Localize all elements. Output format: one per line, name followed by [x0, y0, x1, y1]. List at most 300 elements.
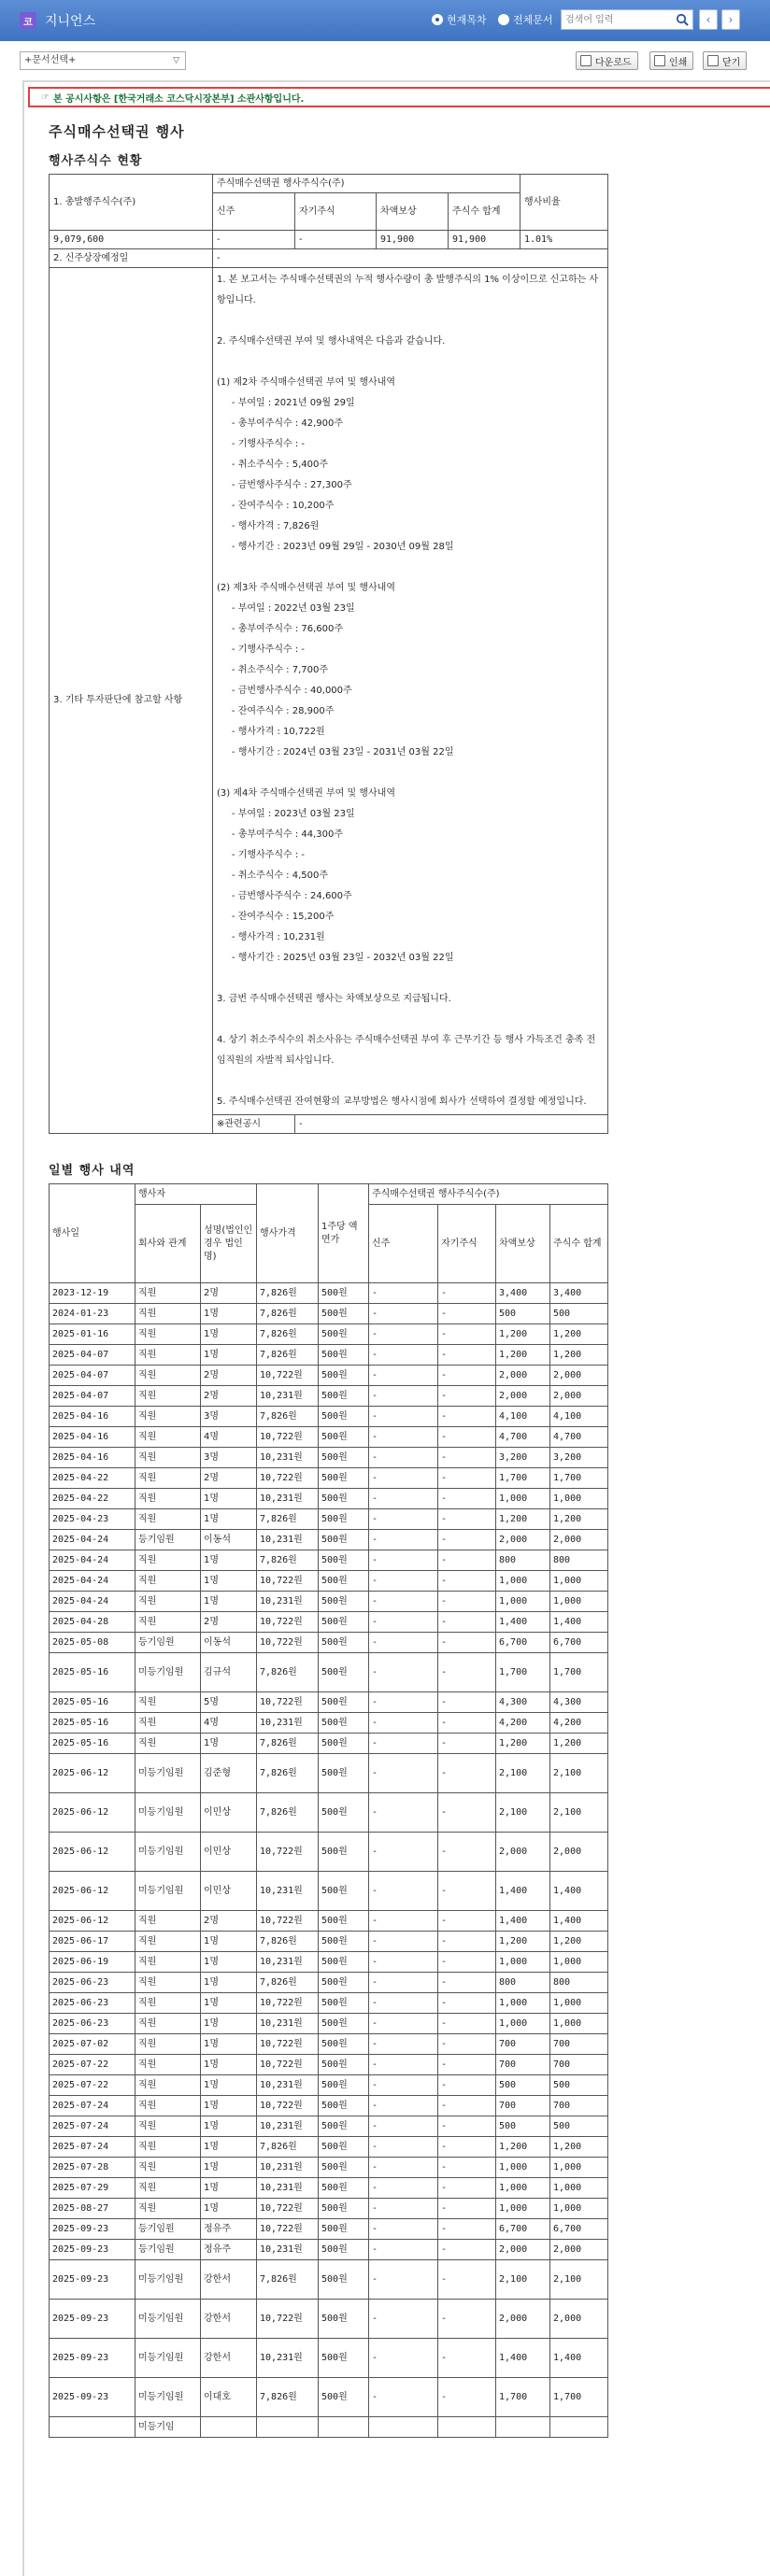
row-name: 이민상 — [201, 1793, 257, 1833]
note-line: (2) 제3차 주식매수선택권 부여 및 행사내역 — [217, 583, 395, 593]
row-diff: 700 — [496, 2034, 550, 2055]
row-treasury: - — [438, 1386, 496, 1407]
row-date: 2023-12-19 — [50, 1283, 135, 1304]
row-price: 10,722원 — [257, 2300, 319, 2339]
note-line: - 총부여주식수 : 42,900주 — [217, 418, 344, 429]
chevron-right-icon: › — [728, 13, 734, 26]
row-new: - — [369, 2034, 438, 2055]
row-new: - — [369, 1468, 438, 1489]
exercise-group-header: 주식매수선택권 행사주식수(주) — [213, 175, 520, 193]
row-treasury: - — [438, 1283, 496, 1304]
row-price: 7,826원 — [257, 1509, 319, 1530]
new-header: 신주 — [369, 1205, 438, 1283]
note-line: - 행사가격 : 10,231원 — [217, 932, 325, 942]
row-name: 2명 — [201, 1468, 257, 1489]
row-treasury: - — [438, 2158, 496, 2178]
top-bar — [0, 0, 770, 41]
row-total: 2,000 — [550, 1386, 608, 1407]
row-date: 2025-06-12 — [50, 1754, 135, 1793]
row-new: - — [369, 2260, 438, 2300]
row-total: 3,200 — [550, 1448, 608, 1468]
row-par: 500원 — [319, 2014, 369, 2034]
row-total: 500 — [550, 2075, 608, 2096]
table-row — [50, 2116, 608, 2137]
print-button[interactable] — [649, 51, 693, 70]
table-row — [50, 2300, 608, 2339]
row-relation: 직원 — [135, 2034, 201, 2055]
row-price: 7,826원 — [257, 1754, 319, 1793]
download-button[interactable] — [576, 51, 638, 70]
row-treasury: - — [438, 2260, 496, 2300]
notice-banner — [28, 87, 770, 107]
row-date: 2025-06-23 — [50, 2014, 135, 2034]
row-new: - — [369, 1872, 438, 1911]
row-price: 7,826원 — [257, 1653, 319, 1692]
row-relation: 미등기임원 — [135, 1872, 201, 1911]
row-price: 10,231원 — [257, 1386, 319, 1407]
page-title: 주식매수선택권 행사 — [49, 123, 185, 140]
row-diff: 1,000 — [496, 2014, 550, 2034]
row-relation: 직원 — [135, 1489, 201, 1509]
table-row — [50, 1550, 608, 1571]
row-date: 2025-01-16 — [50, 1324, 135, 1345]
row-par: 500원 — [319, 2075, 369, 2096]
row-name: 이동석 — [201, 1633, 257, 1653]
row-new: - — [369, 1612, 438, 1633]
note-line: - 잔여주식수 : 28,900주 — [217, 706, 335, 716]
row-name: 2명 — [201, 1283, 257, 1304]
company-title: 지니언스 — [45, 14, 96, 29]
row-par: 500원 — [319, 1407, 369, 1427]
printer-icon — [654, 55, 665, 66]
row-par: 500원 — [319, 2137, 369, 2158]
treasury-header: 자기주식 — [295, 193, 377, 231]
row-price: 7,826원 — [257, 1283, 319, 1304]
row-relation: 미등기임원 — [135, 2339, 201, 2378]
row-relation: 미등기임 — [135, 2417, 201, 2438]
row-price: 10,722원 — [257, 1692, 319, 1713]
row-relation: 직원 — [135, 1386, 201, 1407]
row-diff — [496, 2417, 550, 2438]
table-row — [50, 2055, 608, 2075]
row-relation: 직원 — [135, 2178, 201, 2199]
row-price: 10,231원 — [257, 2240, 319, 2260]
row-new: - — [369, 1530, 438, 1550]
row-total: 1,000 — [550, 2199, 608, 2219]
row-new: - — [369, 1952, 438, 1973]
row-diff: 2,000 — [496, 1833, 550, 1872]
note-line: - 취소주식수 : 5,400주 — [217, 460, 329, 470]
row-treasury: - — [438, 1754, 496, 1793]
row-price: 10,231원 — [257, 1592, 319, 1612]
row-new: - — [369, 1448, 438, 1468]
row-par: 500원 — [319, 1932, 369, 1952]
row-treasury: - — [438, 2378, 496, 2417]
row-treasury: - — [438, 2055, 496, 2075]
row-new: - — [369, 1973, 438, 1993]
row-treasury: - — [438, 1324, 496, 1345]
row-date: 2025-04-07 — [50, 1366, 135, 1386]
note-line: - 부여일 : 2023년 03월 23일 — [217, 809, 355, 819]
row-name: 1명 — [201, 2014, 257, 2034]
row-name: 1명 — [201, 1489, 257, 1509]
row-price: 10,722원 — [257, 2199, 319, 2219]
row-price: 7,826원 — [257, 1407, 319, 1427]
row-diff: 1,200 — [496, 2137, 550, 2158]
table-row — [50, 2260, 608, 2300]
row-price: 10,231원 — [257, 2158, 319, 2178]
row-par: 500원 — [319, 2339, 369, 2378]
row-par: 500원 — [319, 1993, 369, 2014]
row-total: 1,200 — [550, 1345, 608, 1366]
row-price: 10,722원 — [257, 1911, 319, 1932]
row-total: 2,000 — [550, 2300, 608, 2339]
document-select[interactable] — [20, 51, 186, 70]
row-name: 1명 — [201, 2158, 257, 2178]
radio-icon — [498, 14, 509, 25]
row-date: 2025-06-17 — [50, 1932, 135, 1952]
row-treasury: - — [438, 2075, 496, 2096]
name-header: 성명(법인인 경우 법인명) — [201, 1205, 257, 1283]
row-total: 4,300 — [550, 1692, 608, 1713]
row-diff: 2,100 — [496, 2260, 550, 2300]
related-disclosure-label: ※관련공시 — [213, 1115, 295, 1134]
row-total: 1,000 — [550, 1592, 608, 1612]
row-total: 1,000 — [550, 1489, 608, 1509]
row-treasury: - — [438, 1345, 496, 1366]
table-row — [50, 1468, 608, 1489]
note-line: - 기행사주식수 : - — [217, 439, 305, 449]
row-relation: 직원 — [135, 2075, 201, 2096]
row-diff: 800 — [496, 1550, 550, 1571]
row-date: 2025-06-12 — [50, 1793, 135, 1833]
note-spacer — [217, 558, 604, 578]
row-diff: 500 — [496, 2116, 550, 2137]
row-par: 500원 — [319, 2378, 369, 2417]
row-treasury: - — [438, 1448, 496, 1468]
row-date: 2025-06-12 — [50, 1833, 135, 1872]
note-line: - 총부여주식수 : 44,300주 — [217, 829, 344, 840]
close-button[interactable] — [703, 51, 747, 70]
row-name: 2명 — [201, 1612, 257, 1633]
note-line: 1. 본 보고서는 주식매수선택권의 누적 행사수량이 총 발행주식의 1% 이상이므로 신고하는 사항입니다. — [217, 275, 599, 305]
row-total: 800 — [550, 1550, 608, 1571]
row-date: 2025-04-07 — [50, 1345, 135, 1366]
row-date: 2025-04-24 — [50, 1571, 135, 1592]
row-diff: 700 — [496, 2096, 550, 2116]
row-date: 2025-07-02 — [50, 2034, 135, 2055]
row-new: - — [369, 2378, 438, 2417]
row-date: 2025-04-24 — [50, 1592, 135, 1612]
row-relation: 등기임원 — [135, 1530, 201, 1550]
row-relation: 직원 — [135, 1911, 201, 1932]
row-date: 2025-06-23 — [50, 1973, 135, 1993]
row-price: 7,826원 — [257, 1345, 319, 1366]
row-relation: 직원 — [135, 2096, 201, 2116]
row-total — [550, 2417, 608, 2438]
row-diff: 500 — [496, 2075, 550, 2096]
row-treasury: - — [438, 2219, 496, 2240]
row-date: 2025-04-07 — [50, 1386, 135, 1407]
row-total: 2,100 — [550, 1754, 608, 1793]
row-date: 2025-04-28 — [50, 1612, 135, 1633]
row-diff: 2,000 — [496, 1366, 550, 1386]
row-total: 1,200 — [550, 2137, 608, 2158]
row-total: 1,200 — [550, 1509, 608, 1530]
next-result-button[interactable] — [721, 9, 740, 30]
chevron-left-icon: ‹ — [706, 13, 711, 26]
row-treasury — [438, 2417, 496, 2438]
row-new: - — [369, 2219, 438, 2240]
row-total: 2,000 — [550, 1833, 608, 1872]
row-relation: 등기임원 — [135, 2219, 201, 2240]
row-date: 2025-09-23 — [50, 2339, 135, 2378]
hand-pointer-icon: ☞ — [41, 92, 50, 103]
row-total: 1,200 — [550, 1734, 608, 1754]
row-relation: 직원 — [135, 1283, 201, 1304]
row-diff: 1,000 — [496, 2158, 550, 2178]
note-line: 4. 상기 취소주식수의 취소사유는 주식매수선택권 부여 후 근무기간 등 행사 가득조건 충족 전 임직원의 자발적 퇴사입니다. — [217, 1035, 599, 1066]
table-row — [50, 1324, 608, 1345]
row-par: 500원 — [319, 2055, 369, 2075]
note-line: - 잔여주식수 : 10,200주 — [217, 501, 335, 511]
table-row — [50, 2014, 608, 2034]
row-date: 2025-07-22 — [50, 2075, 135, 2096]
row-relation: 직원 — [135, 1324, 201, 1345]
row-diff: 2,000 — [496, 2240, 550, 2260]
row-diff: 1,200 — [496, 1734, 550, 1754]
table-row — [50, 1407, 608, 1427]
row-name: 2명 — [201, 1911, 257, 1932]
row-treasury: - — [438, 1366, 496, 1386]
note-spacer — [217, 1071, 604, 1092]
search-input[interactable] — [562, 10, 672, 29]
row-date: 2025-09-23 — [50, 2378, 135, 2417]
row-new: - — [369, 2096, 438, 2116]
note-line: - 행사가격 : 7,826원 — [217, 521, 320, 531]
row-price: 10,231원 — [257, 2075, 319, 2096]
search-icon[interactable] — [676, 13, 689, 26]
table-row — [50, 1448, 608, 1468]
row-total: 1,000 — [550, 2178, 608, 2199]
download-icon — [580, 55, 592, 66]
row-date: 2025-04-22 — [50, 1468, 135, 1489]
row-diff: 1,400 — [496, 2339, 550, 2378]
row-diff: 2,000 — [496, 1530, 550, 1550]
row-par: 500원 — [319, 1793, 369, 1833]
row-diff: 1,400 — [496, 1872, 550, 1911]
total-header: 주식수 합계 — [550, 1205, 608, 1283]
table-row — [50, 1911, 608, 1932]
row-diff: 6,700 — [496, 2219, 550, 2240]
row-name: 1명 — [201, 1345, 257, 1366]
row-treasury: - — [438, 1407, 496, 1427]
row-total: 1,400 — [550, 1911, 608, 1932]
row-relation: 직원 — [135, 1304, 201, 1324]
row-treasury: - — [438, 1489, 496, 1509]
table-row — [50, 2034, 608, 2055]
row-price: 10,231원 — [257, 1872, 319, 1911]
row-par: 500원 — [319, 1653, 369, 1692]
row-date: 2025-04-22 — [50, 1489, 135, 1509]
row-name: 정유주 — [201, 2219, 257, 2240]
row-treasury: - — [438, 1713, 496, 1734]
row-diff: 1,700 — [496, 1653, 550, 1692]
row-price: 10,722원 — [257, 1633, 319, 1653]
note-spacer — [217, 969, 604, 989]
row-total: 2,100 — [550, 1793, 608, 1833]
row-new: - — [369, 1345, 438, 1366]
row-date: 2025-07-24 — [50, 2096, 135, 2116]
note-line: - 금번행사주식수 : 27,300주 — [217, 480, 352, 490]
row-new: - — [369, 1407, 438, 1427]
row-treasury: - — [438, 1734, 496, 1754]
row-relation: 직원 — [135, 1973, 201, 1993]
scope-all-radio[interactable] — [498, 12, 553, 27]
row-price: 10,231원 — [257, 1489, 319, 1509]
row-relation: 직원 — [135, 1692, 201, 1713]
row-diff: 6,700 — [496, 1633, 550, 1653]
table-row — [50, 1530, 608, 1550]
note-line: - 부여일 : 2022년 03월 23일 — [217, 603, 355, 614]
row-total: 1,000 — [550, 1952, 608, 1973]
row-par: 500원 — [319, 2240, 369, 2260]
row-par: 500원 — [319, 1386, 369, 1407]
table-row — [50, 1489, 608, 1509]
table-row — [50, 2339, 608, 2378]
row-par: 500원 — [319, 1366, 369, 1386]
row-diff: 1,400 — [496, 1612, 550, 1633]
row-new: - — [369, 2075, 438, 2096]
note-line: - 금번행사주식수 : 24,600주 — [217, 891, 352, 901]
close-label: 닫기 — [722, 57, 741, 68]
row-date: 2025-05-08 — [50, 1633, 135, 1653]
table-row — [50, 1283, 608, 1304]
total-shares-label: 1. 총발행주식수(주) — [50, 175, 213, 231]
row-name: 1명 — [201, 2055, 257, 2075]
row-date: 2025-07-22 — [50, 2055, 135, 2075]
row-name: 1명 — [201, 2034, 257, 2055]
table-row — [50, 2137, 608, 2158]
row-name: 1명 — [201, 1932, 257, 1952]
note-line: - 기행사주식수 : - — [217, 850, 305, 860]
row-treasury: - — [438, 2178, 496, 2199]
row-price: 10,231원 — [257, 1448, 319, 1468]
note-line: - 총부여주식수 : 76,600주 — [217, 624, 344, 634]
row-relation: 직원 — [135, 1550, 201, 1571]
row-price: 10,722원 — [257, 1427, 319, 1448]
row-par: 500원 — [319, 1973, 369, 1993]
row-new: - — [369, 1592, 438, 1612]
row-new: - — [369, 2014, 438, 2034]
table-row — [50, 1872, 608, 1911]
row-new: - — [369, 1489, 438, 1509]
row-price: 10,231원 — [257, 1952, 319, 1973]
table-row — [50, 1427, 608, 1448]
row-relation: 미등기임원 — [135, 1653, 201, 1692]
row-relation: 직원 — [135, 1571, 201, 1592]
row-price: 7,826원 — [257, 1932, 319, 1952]
row-relation: 직원 — [135, 1612, 201, 1633]
row-par: 500원 — [319, 2096, 369, 2116]
row-total: 3,400 — [550, 1283, 608, 1304]
row-relation: 직원 — [135, 2137, 201, 2158]
row-relation: 직원 — [135, 1932, 201, 1952]
row-treasury: - — [438, 1530, 496, 1550]
row-date: 2025-05-16 — [50, 1653, 135, 1692]
row-par: 500원 — [319, 2158, 369, 2178]
row-diff: 1,400 — [496, 1911, 550, 1932]
row-new: - — [369, 1283, 438, 1304]
table-row — [50, 1793, 608, 1833]
row-diff: 1,000 — [496, 2178, 550, 2199]
ratio-header: 행사비율 — [520, 175, 608, 231]
row-par: 500원 — [319, 1530, 369, 1550]
note-line: - 취소주식수 : 7,700주 — [217, 665, 329, 675]
new-shares-header: 신주 — [213, 193, 295, 231]
row-name: 1명 — [201, 1592, 257, 1612]
table-row — [50, 1386, 608, 1407]
row-relation: 미등기임원 — [135, 2378, 201, 2417]
row-par: 500원 — [319, 1952, 369, 1973]
row-new: - — [369, 1932, 438, 1952]
row-treasury: - — [438, 2116, 496, 2137]
listing-date-label: 2. 신주상장예정일 — [50, 249, 213, 268]
row-name: 1명 — [201, 2116, 257, 2137]
exerciser-header: 행사자 — [135, 1184, 257, 1205]
row-name: 강한서 — [201, 2260, 257, 2300]
row-diff: 4,200 — [496, 1713, 550, 1734]
row-par: 500원 — [319, 2260, 369, 2300]
row-price: 7,826원 — [257, 1550, 319, 1571]
note-line: 3. 금번 주식매수선택권 행사는 차액보상으로 지급됩니다. — [217, 994, 451, 1004]
table-row — [50, 1754, 608, 1793]
row-relation: 직원 — [135, 2014, 201, 2034]
note-line: - 부여일 : 2021년 09월 29일 — [217, 398, 355, 408]
row-total: 2,000 — [550, 1530, 608, 1550]
row-relation: 직원 — [135, 1407, 201, 1427]
table-row — [50, 1932, 608, 1952]
prev-result-button[interactable] — [699, 9, 718, 30]
row-total: 1,000 — [550, 1993, 608, 2014]
related-disclosure-value: - — [295, 1115, 608, 1134]
toolbar — [0, 49, 770, 73]
row-price: 7,826원 — [257, 2378, 319, 2417]
row-price: 10,722원 — [257, 2034, 319, 2055]
row-treasury: - — [438, 1571, 496, 1592]
row-treasury: - — [438, 1993, 496, 2014]
scope-all-label: 전체문서 — [513, 14, 553, 26]
row-diff: 1,000 — [496, 2199, 550, 2219]
note-line: - 취소주식수 : 4,500주 — [217, 870, 329, 881]
row-total: 500 — [550, 2116, 608, 2137]
row-treasury: - — [438, 1592, 496, 1612]
row-relation: 미등기임원 — [135, 1754, 201, 1793]
row-par: 500원 — [319, 1304, 369, 1324]
scope-current-radio[interactable] — [432, 12, 487, 27]
row-total: 4,200 — [550, 1713, 608, 1734]
row-total: 2,000 — [550, 2240, 608, 2260]
row-name — [201, 2417, 257, 2438]
table-row — [50, 1633, 608, 1653]
row-treasury: - — [438, 1612, 496, 1633]
table-row — [50, 1952, 608, 1973]
sum-value: 91,900 — [449, 231, 520, 249]
section-heading-summary: 행사주식수 현황 — [49, 154, 143, 168]
row-new: - — [369, 2116, 438, 2137]
row-total: 700 — [550, 2034, 608, 2055]
row-date — [50, 2417, 135, 2438]
